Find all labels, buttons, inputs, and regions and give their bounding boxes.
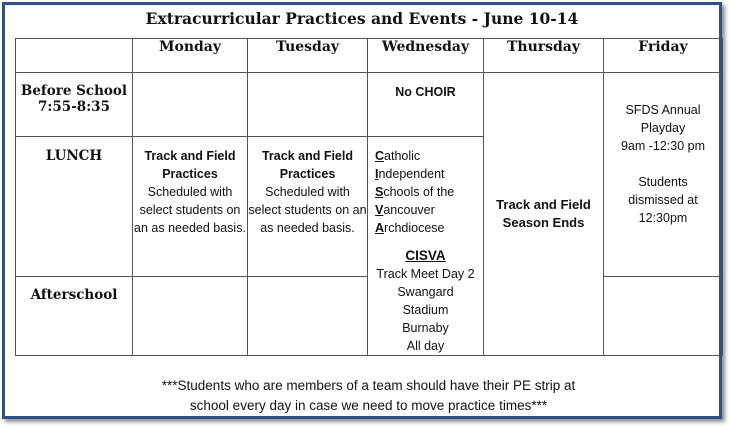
- cell-tuesday-before: [248, 73, 368, 137]
- cell-tuesday-after: [248, 277, 368, 356]
- before-school-time: 7:55-8:35: [38, 99, 110, 115]
- tuesday-lunch-body: Scheduled with select students on an as needed basis.: [248, 185, 367, 235]
- cisva-line: Independent: [375, 167, 445, 181]
- friday-line: dismissed at: [628, 193, 698, 207]
- tuesday-lunch-title: Track and Field Practices: [261, 149, 353, 181]
- cell-friday-after: [604, 277, 723, 356]
- cell-wednesday-lunch-after: [368, 137, 484, 356]
- monday-lunch-body: Scheduled with select students on an as needed basis.: [134, 185, 246, 235]
- footer-note: [15, 376, 722, 416]
- cell-monday-before: [133, 73, 248, 137]
- row-label-lunch: [16, 137, 133, 277]
- header-corner: [16, 39, 133, 73]
- schedule-table: [15, 38, 723, 356]
- header-friday: Friday: [604, 39, 723, 73]
- event-line: All day: [406, 339, 445, 353]
- footer-line: school every day in case we need to move practice times***: [189, 398, 548, 413]
- header-monday: Monday: [133, 39, 248, 73]
- lunch-label: LUNCH: [45, 148, 103, 164]
- cisva-line: Catholic: [375, 149, 421, 163]
- thursday-text: Track and Field Season Ends: [496, 197, 591, 230]
- page-title: Extracurricular Practices and Events - June 10-14: [145, 9, 579, 28]
- header-wednesday: Wednesday: [368, 39, 484, 73]
- friday-line: Playday: [640, 121, 686, 135]
- cisva-heading: CISVA: [405, 248, 446, 263]
- event-line: Track Meet Day 2: [376, 267, 475, 281]
- friday-line: SFDS Annual: [625, 103, 701, 117]
- cisva-line: Archdiocese: [375, 221, 445, 235]
- before-school-label: Before School: [20, 83, 128, 99]
- header-thursday: Thursday: [484, 39, 604, 73]
- cell-tuesday-lunch: [248, 137, 368, 277]
- friday-line: Students: [638, 175, 688, 189]
- cell-monday-lunch: [133, 137, 248, 277]
- monday-lunch-title: Track and Field Practices: [144, 149, 236, 181]
- cell-thursday: [484, 73, 604, 356]
- cisva-line: Schools of the: [375, 185, 455, 199]
- schedule-frame: [2, 2, 722, 419]
- cell-friday-before-lunch: [604, 73, 723, 277]
- event-line: Swangard: [397, 285, 454, 299]
- cell-monday-after: [133, 277, 248, 356]
- row-label-before-school: [16, 73, 133, 137]
- afterschool-label: Afterschool: [30, 287, 118, 304]
- cell-wednesday-before: [368, 73, 484, 137]
- no-choir-text: No CHOIR: [395, 85, 456, 99]
- cisva-line: Vancouver: [375, 203, 435, 217]
- friday-line: 9am -12:30 pm: [620, 139, 706, 153]
- row-label-afterschool: [16, 277, 133, 356]
- event-line: Burnaby: [402, 321, 449, 335]
- event-line: Stadium: [402, 303, 449, 317]
- footer-line: ***Students who are members of a team should have their PE strip at: [161, 378, 576, 393]
- friday-line: 12:30pm: [638, 211, 688, 225]
- cisva-acronym: [368, 147, 483, 237]
- header-tuesday: Tuesday: [248, 39, 368, 73]
